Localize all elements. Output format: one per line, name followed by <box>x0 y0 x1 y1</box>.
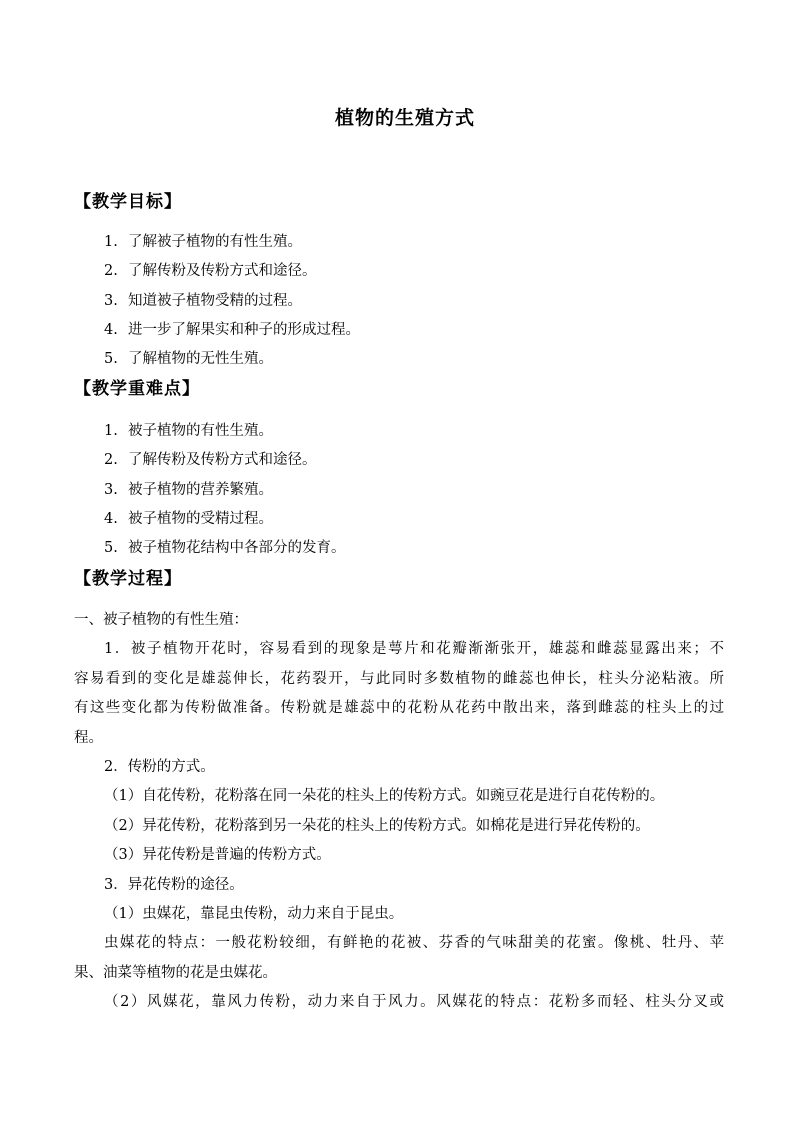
goals-heading: 【教学目标】 <box>74 192 182 212</box>
paragraph-line: 程。 <box>74 729 103 746</box>
keypoints-heading: 【教学重难点】 <box>74 379 200 399</box>
paragraph-line: 虫媒花的特点：一般花粉较细，有鲜艳的花被、芬香的气味甜美的花蜜。像桃、牡丹、苹 <box>104 935 724 952</box>
paragraph-line: （2）异花传粉，花粉落到另一朵花的柱头上的传粉方式。如棉花是进行异花传粉的。 <box>104 817 650 834</box>
goals-list <box>104 228 360 374</box>
paragraph-line: 1．被子植物开花时，容易看到的现象是萼片和花瓣渐渐张开，雄蕊和雌蕊显露出来；不 <box>104 641 724 658</box>
list-item: 5. 被子植物花结构中各部分的发育。 <box>104 540 346 557</box>
list-item: 1. 了解被子植物的有性生殖。 <box>104 234 302 250</box>
list-item: 2. 了解传粉及传粉方式和途径。 <box>104 263 317 280</box>
list-item: 3. 被子植物的营养繁殖。 <box>104 481 273 498</box>
list-item: 2. 了解传粉及传粉方式和途径。 <box>104 452 317 469</box>
list-item: 4. 进一步了解果实和种子的形成过程。 <box>104 321 360 338</box>
paragraph-line: 容易看到的变化是雄蕊伸长，花药裂开，与此同时多数植物的雌蕊也伸长，柱头分泌粘液。所 <box>74 670 724 687</box>
page-title: 植物的生殖方式 <box>334 107 475 129</box>
paragraph-line: （1）自花传粉，花粉落在同一朵花的柱头上的传粉方式。如豌豆花是进行自花传粉的。 <box>104 788 665 805</box>
process-body <box>74 606 724 1017</box>
list-item: 4. 被子植物的受精过程。 <box>104 510 273 527</box>
paragraph-line: 2．传粉的方式。 <box>104 758 215 775</box>
paragraph-line: （3）异花传粉是普遍的传粉方式。 <box>104 847 331 864</box>
list-item: 1. 被子植物的有性生殖。 <box>104 423 273 439</box>
keypoints-list <box>104 417 346 563</box>
paragraph-line: （1）虫媒花，靠昆虫传粉，动力来自于昆虫。 <box>104 905 404 922</box>
paragraph-line: （2）风媒花，靠风力传粉，动力来自于风力。风媒花的特点：花粉多而轻、柱头分叉或 <box>104 994 724 1011</box>
list-item: 3. 知道被子植物受精的过程。 <box>104 292 302 309</box>
section-subtitle: 一、被子植物的有性生殖： <box>74 612 248 628</box>
paragraph-line: 果、油菜等植物的花是虫媒花。 <box>74 964 277 981</box>
paragraph-line: 3．异花传粉的途径。 <box>104 876 244 893</box>
process-heading: 【教学过程】 <box>74 569 182 589</box>
paragraph-line: 有这些变化都为传粉做准备。传粉就是雄蕊中的花粉从花药中散出来，落到雌蕊的柱头上的过 <box>74 700 724 717</box>
list-item: 5. 了解植物的无性生殖。 <box>104 351 273 368</box>
